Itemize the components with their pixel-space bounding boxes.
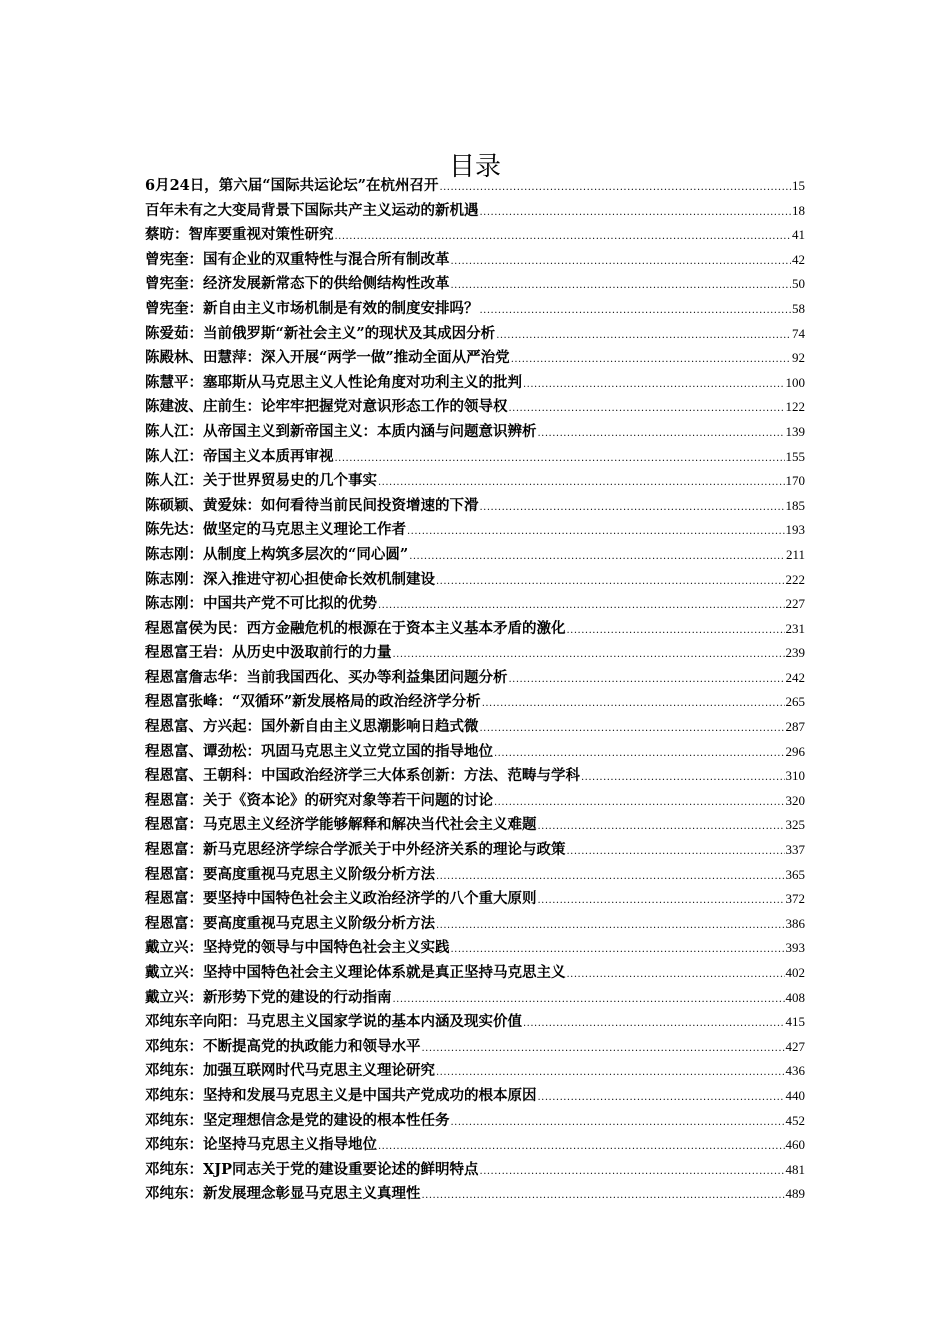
toc-entry[interactable] (145, 223, 805, 248)
toc-entry-page-number: 18 (792, 202, 805, 218)
toc-entry-title: 百年未有之大变局背景下国际共产主义运动的新机遇 (145, 201, 479, 219)
toc-entry-page-number: 386 (785, 915, 805, 931)
toc-entry-page-number: 460 (785, 1137, 805, 1153)
toc-entry[interactable] (145, 1035, 805, 1060)
toc-entry-page-number: 265 (785, 694, 805, 710)
toc-entry-title: 陈先达：做坚定的马克思主义理论工作者 (145, 521, 406, 539)
toc-entry-title: 邓纯东：论坚持马克思主义指导地位 (145, 1136, 377, 1154)
toc-entry[interactable] (145, 838, 805, 863)
toc-dot-leader (509, 668, 785, 691)
toc-entry-title: 蔡昉：智库要重视对策性研究 (145, 226, 334, 244)
toc-entry-title: 陈人江：从帝国主义到新帝国主义：本质内涵与问题意识辨析 (145, 422, 537, 440)
toc-entry-title: 陈人江：关于世界贸易史的几个事实 (145, 472, 377, 490)
toc-entry-page-number: 155 (785, 448, 805, 464)
toc-entry[interactable] (145, 813, 805, 838)
toc-dot-leader (335, 225, 792, 248)
toc-entry-page-number: 337 (785, 842, 805, 858)
toc-entry-title: 6月24日，第六届“国际共运论坛”在杭州召开 (145, 177, 439, 194)
toc-dot-leader (451, 938, 785, 961)
toc-entry[interactable] (145, 641, 805, 666)
toc-entry[interactable] (145, 297, 805, 322)
toc-dot-leader (494, 791, 785, 814)
toc-entry-title: 陈志刚：从制度上构筑多层次的“同心圆” (145, 545, 409, 563)
toc-dot-leader (451, 250, 792, 273)
toc-entry-page-number: 325 (785, 817, 805, 833)
toc-entry-title: 程恩富：新马克思经济学综合学派关于中外经济关系的理论与政策 (145, 841, 566, 859)
toc-entry-title: 程恩富、谭劲松：巩固马克思主义立党立国的指导地位 (145, 742, 493, 760)
toc-dot-leader (422, 1037, 785, 1060)
toc-entry-title: 陈建波、庄前生：论牢牢把握党对意识形态工作的领导权 (145, 398, 508, 416)
toc-dot-leader (480, 201, 792, 224)
toc-entry-title: 程恩富：要高度重视马克思主义阶级分析方法 (145, 865, 435, 883)
toc-dot-leader (436, 570, 785, 593)
toc-dot-leader (409, 545, 785, 568)
toc-entry-title: 程恩富、王朝科：中国政治经济学三大体系创新：方法、范畴与学科 (145, 767, 580, 785)
toc-entry-title: 邓纯东：新发展理念彰显马克思主义真理性 (145, 1185, 421, 1203)
toc-entry[interactable] (145, 666, 805, 691)
toc-dot-leader (378, 594, 785, 617)
toc-entry-title: 曾宪奎：国有企业的双重特性与混合所有制改革 (145, 250, 450, 268)
toc-entry-title: 程恩富詹志华：当前我国西化、买办等利益集团问题分析 (145, 668, 508, 686)
toc-entry-page-number: 231 (785, 620, 805, 636)
toc-entry-page-number: 440 (785, 1087, 805, 1103)
toc-entry-title: 邓纯东：坚持和发展马克思主义是中国共产党成功的根本原因 (145, 1086, 537, 1104)
toc-entry-page-number: 100 (785, 374, 805, 390)
toc-entry-page-number: 42 (792, 251, 805, 267)
toc-dot-leader (511, 348, 791, 371)
toc-entry[interactable] (145, 494, 805, 519)
toc-entry[interactable] (145, 863, 805, 888)
toc-entry-page-number: 393 (785, 940, 805, 956)
toc-entry[interactable] (145, 469, 805, 494)
toc-dot-leader (378, 1135, 785, 1158)
toc-dot-leader (581, 766, 785, 789)
toc-entry-page-number: 222 (785, 571, 805, 587)
toc-entry[interactable] (145, 1182, 805, 1207)
toc-entry-title: 程恩富：要高度重视马克思主义阶级分析方法 (145, 914, 435, 932)
toc-entry[interactable] (145, 1059, 805, 1084)
toc-entry-title: 程恩富：关于《资本论》的研究对象等若干问题的讨论 (145, 791, 493, 809)
toc-entry[interactable] (145, 887, 805, 912)
toc-entry[interactable] (145, 617, 805, 642)
toc-entry[interactable] (145, 1133, 805, 1158)
toc-entry[interactable] (145, 174, 805, 199)
toc-dot-leader (538, 1086, 785, 1109)
toc-entry[interactable] (145, 272, 805, 297)
toc-entry[interactable] (145, 961, 805, 986)
toc-entry[interactable] (145, 322, 805, 347)
toc-entry-page-number: 489 (785, 1186, 805, 1202)
toc-entry-page-number: 436 (785, 1063, 805, 1079)
toc-entry[interactable] (145, 1010, 805, 1035)
toc-entry-page-number: 320 (785, 792, 805, 808)
toc-entry-title: 邓纯东：坚定理想信念是党的建设的根本性任务 (145, 1111, 450, 1129)
toc-entry[interactable] (145, 690, 805, 715)
toc-entry-page-number: 139 (785, 423, 805, 439)
toc-entry-title: 曾宪奎：新自由主义市场机制是有效的制度安排吗？ (145, 299, 479, 317)
toc-entry-title: 曾宪奎：经济发展新常态下的供给侧结构性改革 (145, 275, 450, 293)
toc-entry-title: 陈人江：帝国主义本质再审视 (145, 447, 334, 465)
toc-entry-page-number: 415 (785, 1014, 805, 1030)
toc-entry-title: 程恩富：马克思主义经济学能够解释和解决当代社会主义难题 (145, 816, 537, 834)
toc-entry-page-number: 50 (792, 276, 805, 292)
toc-dot-leader (538, 889, 785, 912)
toc-dot-leader (436, 865, 785, 888)
toc-dot-leader (393, 643, 785, 666)
toc-entry[interactable] (145, 543, 805, 568)
toc-dot-leader (567, 963, 785, 986)
toc-entry[interactable] (145, 248, 805, 273)
toc-dot-leader (567, 619, 785, 642)
toc-entry[interactable] (145, 740, 805, 765)
toc-entry[interactable] (145, 395, 805, 420)
toc-entry-title: 陈志刚：中国共产党不可比拟的优势 (145, 595, 377, 613)
toc-entry[interactable] (145, 371, 805, 396)
toc-dot-leader (480, 1160, 785, 1183)
toc-entry-page-number: 211 (785, 546, 805, 562)
toc-title: 目录 (448, 152, 501, 183)
toc-entry-page-number: 481 (785, 1161, 805, 1177)
toc-entry-page-number: 242 (785, 669, 805, 685)
toc-entry-page-number: 452 (785, 1112, 805, 1128)
toc-entry-title: 陈殿林、田慧萍：深入开展“两学一做”推动全面从严治党 (145, 349, 510, 367)
toc-entry-title: 邓纯东：XJP同志关于党的建设重要论述的鲜明特点 (145, 1160, 479, 1178)
toc-dot-leader (480, 496, 785, 519)
toc-entry[interactable] (145, 764, 805, 789)
toc-entry[interactable] (145, 715, 805, 740)
toc-entry-page-number: 122 (785, 399, 805, 415)
toc-entry-title: 程恩富：要坚持中国特色社会主义政治经济学的八个重大原则 (145, 890, 537, 908)
toc-dot-leader (509, 397, 785, 420)
toc-dot-leader (538, 422, 785, 445)
toc-entry-page-number: 227 (785, 596, 805, 612)
toc-entry[interactable] (145, 936, 805, 961)
toc-entry-page-number: 287 (785, 719, 805, 735)
toc-dot-leader (480, 717, 785, 740)
toc-entry-title: 程恩富王岩：从历史中汲取前行的力量 (145, 644, 392, 662)
toc-dot-leader (496, 324, 791, 347)
toc-entry-page-number: 170 (785, 473, 805, 489)
toc-entry-page-number: 402 (785, 965, 805, 980)
toc-entry[interactable] (145, 592, 805, 617)
toc-entry-page-number: 15 (792, 178, 805, 193)
toc-entry-title: 邓纯东：不断提高党的执政能力和领导水平 (145, 1037, 421, 1055)
toc-entry-page-number: 193 (785, 522, 805, 538)
toc-entry-page-number: 239 (785, 645, 805, 661)
toc-entry-page-number: 427 (785, 1038, 805, 1054)
toc-entry-page-number: 296 (785, 743, 805, 759)
toc-entry[interactable] (145, 986, 805, 1011)
toc-entry-title: 陈爱茹：当前俄罗斯“新社会主义”的现状及其成因分析 (145, 324, 496, 342)
toc-entry-title: 陈慧平：塞耶斯从马克思主义人性论角度对功利主义的批判 (145, 373, 522, 391)
toc-entry-title: 戴立兴：坚持党的领导与中国特色社会主义实践 (145, 939, 450, 957)
toc-list (145, 174, 805, 1207)
toc-dot-leader (538, 815, 785, 838)
toc-dot-leader (436, 914, 785, 937)
toc-dot-leader (494, 742, 785, 765)
toc-entry[interactable] (145, 346, 805, 371)
toc-dot-leader (378, 471, 785, 494)
toc-dot-leader (407, 520, 785, 543)
toc-entry[interactable] (145, 420, 805, 445)
toc-entry[interactable] (145, 1158, 805, 1183)
toc-dot-leader (480, 299, 792, 322)
toc-entry-page-number: 310 (785, 768, 805, 784)
toc-entry-title: 程恩富张峰：“双循环”新发展格局的政治经济学分析 (145, 693, 481, 711)
toc-dot-leader (439, 176, 791, 199)
toc-dot-leader (451, 274, 792, 297)
toc-dot-leader (393, 988, 785, 1011)
toc-entry-title: 邓纯东辛向阳：马克思主义国家学说的基本内涵及现实价值 (145, 1013, 522, 1031)
toc-entry-page-number: 365 (785, 866, 805, 882)
toc-entry[interactable] (145, 1109, 805, 1134)
toc-entry-title: 陈硕颖、黄爱妹：如何看待当前民间投资增速的下滑 (145, 496, 479, 514)
toc-dot-leader (436, 1061, 785, 1084)
toc-entry-page-number: 92 (792, 350, 805, 366)
toc-entry-title: 程恩富侯为民：西方金融危机的根源在于资本主义基本矛盾的激化 (145, 619, 566, 637)
toc-entry[interactable] (145, 518, 805, 543)
toc-dot-leader (451, 1111, 785, 1134)
toc-dot-leader (523, 1012, 785, 1035)
toc-entry-page-number: 58 (792, 300, 805, 316)
toc-dot-leader (422, 1184, 785, 1207)
toc-entry[interactable] (145, 199, 805, 224)
toc-entry[interactable] (145, 789, 805, 814)
toc-entry[interactable] (145, 445, 805, 470)
toc-dot-leader (567, 840, 785, 863)
toc-entry-page-number: 74 (792, 325, 805, 341)
toc-entry-page-number: 185 (785, 497, 805, 513)
toc-entry-title: 戴立兴：新形势下党的建设的行动指南 (145, 988, 392, 1006)
toc-entry-page-number: 41 (792, 227, 805, 243)
toc-entry-title: 程恩富、方兴起：国外新自由主义思潮影响日趋式微 (145, 718, 479, 736)
toc-entry-title: 邓纯东：加强互联网时代马克思主义理论研究 (145, 1062, 435, 1080)
toc-entry-page-number: 408 (785, 989, 805, 1005)
toc-entry[interactable] (145, 568, 805, 593)
toc-dot-leader (523, 373, 785, 396)
toc-dot-leader (335, 447, 785, 470)
toc-entry[interactable] (145, 1084, 805, 1109)
toc-entry-page-number: 372 (785, 891, 805, 907)
toc-entry[interactable] (145, 912, 805, 937)
toc-entry-title: 陈志刚：深入推进守初心担使命长效机制建设 (145, 570, 435, 588)
toc-entry-title: 戴立兴：坚持中国特色社会主义理论体系就是真正坚持马克思主义 (145, 964, 566, 981)
toc-dot-leader (482, 692, 785, 715)
